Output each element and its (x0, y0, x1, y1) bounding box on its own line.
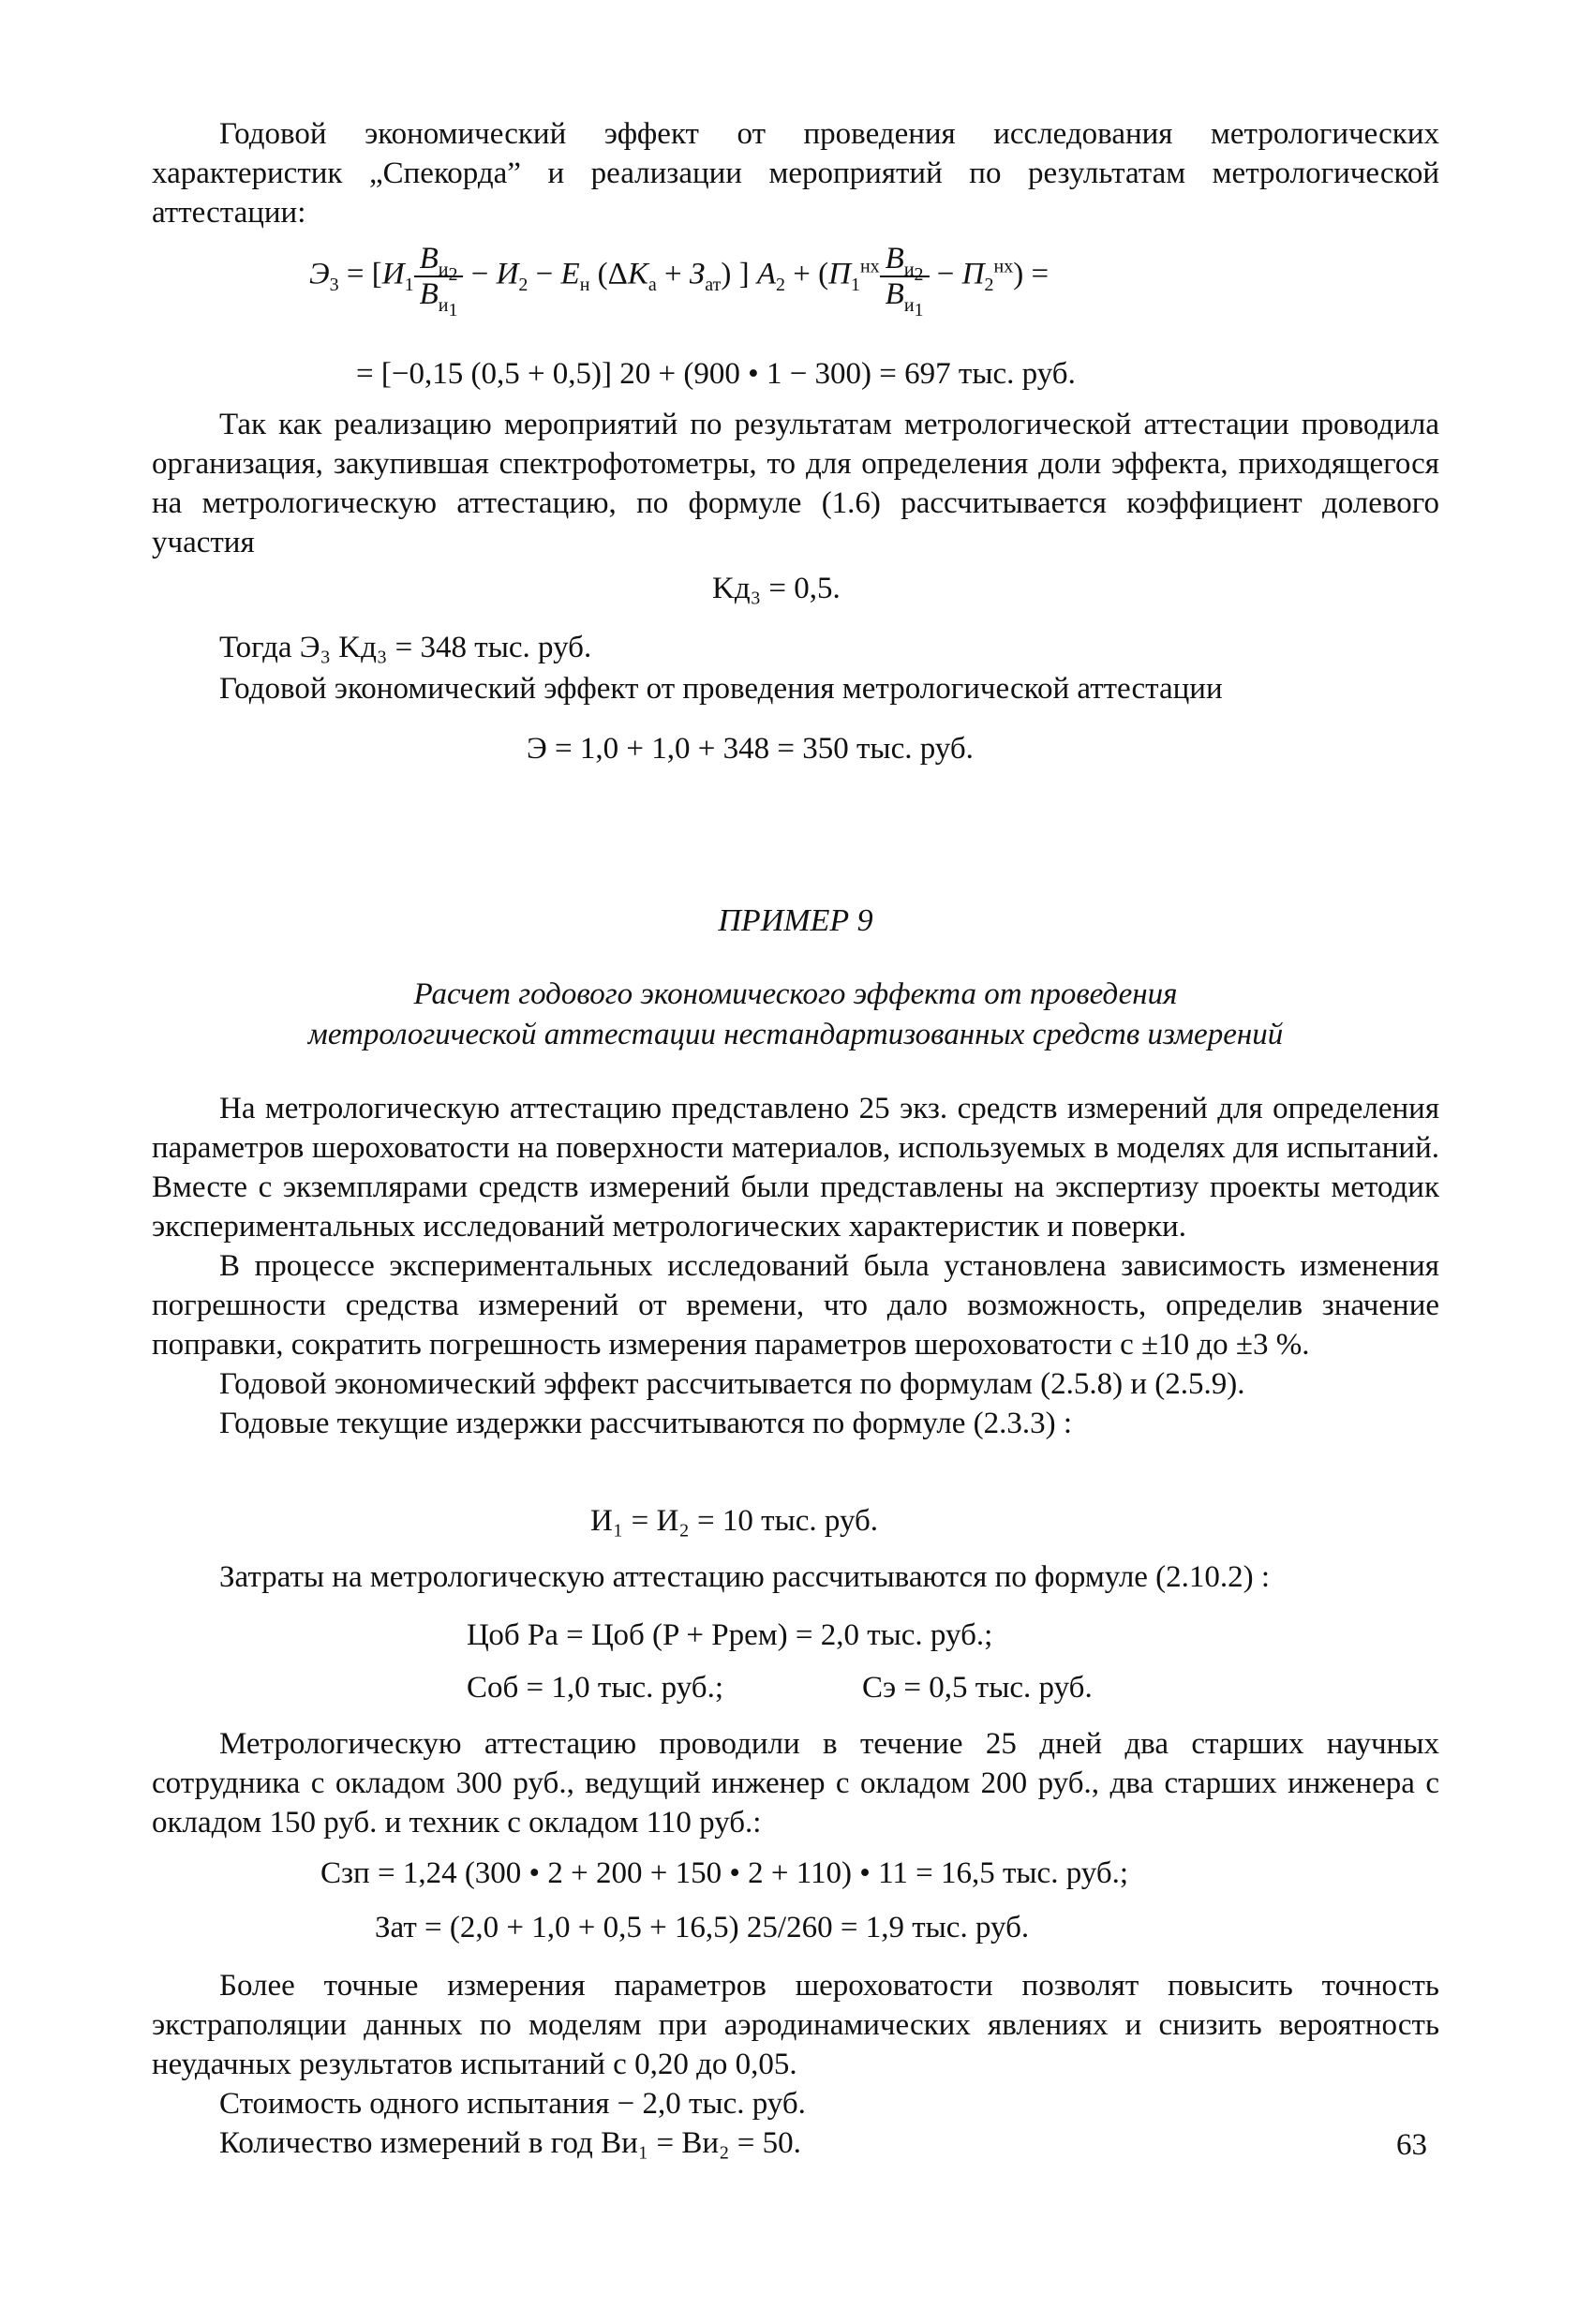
example-body-block (152, 1089, 1439, 1443)
formula-i: И₁ = И₂ = 10 тыс. руб. (590, 1504, 879, 1538)
formula-zat: Зат = (2,0 + 1,0 + 0,5 + 16,5) 25/260 = 1,9 тыс. руб. (375, 1911, 1030, 1944)
formula-e3-line2: = [−0,15 (0,5 + 0,5)] 20 + (900 • 1 − 300) = 697 тыс. руб. (356, 357, 1076, 391)
example-p5: Затраты на метрологическую аттестацию рассчитываются по формуле (2.10.2) : (219, 1560, 1271, 1594)
example-p2: В процессе экспериментальных исследований была установлена зависимость изменения погрешности средства измерений от времени, что дало возможность, определив значение поправки, сократить погрешность измерения параметров шероховатости с ±10 до ±3 %. (152, 1249, 1439, 1362)
example-subtitle-block (152, 975, 1439, 1055)
example-p7-block (152, 1966, 1439, 2163)
example-p1: На метрологическую аттестацию представлено 25 экз. средств измерений для определения параметров шероховатости на поверхности материалов, используемых в моделях для испытаний. Вместе с экземплярами средств измерений были представлены на экспертизу проекты методик экспериментальных исследований метрологических характеристик и поверки. (152, 1092, 1439, 1244)
example-p8: Стоимость одного испытания − 2,0 тыс. руб. (219, 2087, 806, 2121)
intro-paragraph-block (152, 114, 1439, 232)
example-title: ПРИМЕР 9 (718, 903, 873, 938)
formula-kd3: Kд₃ = 0,5. (712, 572, 841, 605)
example-p6-block (152, 1724, 1439, 1842)
intro-paragraph2-block (152, 405, 1439, 562)
example-subtitle-line1: Расчет годового экономического эффекта от проведения (413, 977, 1178, 1011)
example-p3: Годовой экономический эффект рассчитывается по формулам (2.5.8) и (2.5.9). (219, 1367, 1245, 1401)
formula-e3-line1: $Э_3 = [И_1$ $\frac{B_{и_2}}{B_{и_1}}$ − $И_2 - E_н$ $(\Delta K_а + З_{ат})$ ] $A_2 + (П_1^{нх}$ $\frac{B_{и_2}}{B_{и_1}}$ − $П_2^{нх}$) = (309, 242, 1050, 320)
example-subtitle-line2: метрологической аттестации нестандартизованных средств измерений (307, 1018, 1284, 1051)
formula-czp: Cзп = 1,24 (300 • 2 + 200 + 150 • 2 + 110) • 11 = 16,5 тыс. руб.; (320, 1856, 1129, 1890)
example-p5-block (152, 1557, 1439, 1597)
formula-e: Э = 1,0 + 1,0 + 348 = 350 тыс. руб. (527, 732, 974, 766)
formula-cob: Cоб = 1,0 тыс. руб.; (467, 1671, 723, 1705)
formula-ce: Cэ = 0,5 тыс. руб. (862, 1671, 1093, 1705)
example-p4: Годовые текущие издержки рассчитываются по формуле (2.3.3) : (219, 1407, 1073, 1440)
intro-paragraph2: Так как реализацию мероприятий по результатам метрологической аттестации проводила организация, закупившая спектрофотометры, то для определения доли эффекта, приходящегося на метрологическую аттестацию, по формуле (1.6) рассчитывается коэффициент долевого участия (152, 408, 1439, 559)
example-p9: Количество измерений в год Bи₁ = Bи₂ = 50. (219, 2126, 801, 2160)
example-p6: Метрологическую аттестацию проводили в течение 25 дней два старших научных сотрудника с окладом 300 руб., ведущий инженер с окладом 200 руб., два старших инженера с окладом 150 руб. и техник с окладом 110 руб.: (152, 1727, 1439, 1840)
intro-paragraph: Годовой экономический эффект от проведения исследования метрологических характеристик „Спекорда” и реализации мероприятий по результатам метрологической аттестации: (152, 117, 1439, 230)
then-line: Тогда Э₃ Kд₃ = 348 тыс. руб. (219, 631, 592, 664)
example-title-block (152, 901, 1439, 941)
formula-cob-pa: Цоб Pа = Цоб (P + Pрем) = 2,0 тыс. руб.; (467, 1618, 993, 1652)
example-p7: Более точные измерения параметров шероховатости позволят повысить точность экстраполяции данных по моделям при аэродинамических явлениях и снизить вероятность неудачных результатов испытаний с 0,20 до 0,05. (152, 1969, 1439, 2081)
page-number: 63 (1396, 2128, 1427, 2162)
annual-effect-line: Годовой экономический эффект от проведения метрологической аттестации (219, 672, 1223, 706)
annual-effect-block (152, 669, 1439, 708)
